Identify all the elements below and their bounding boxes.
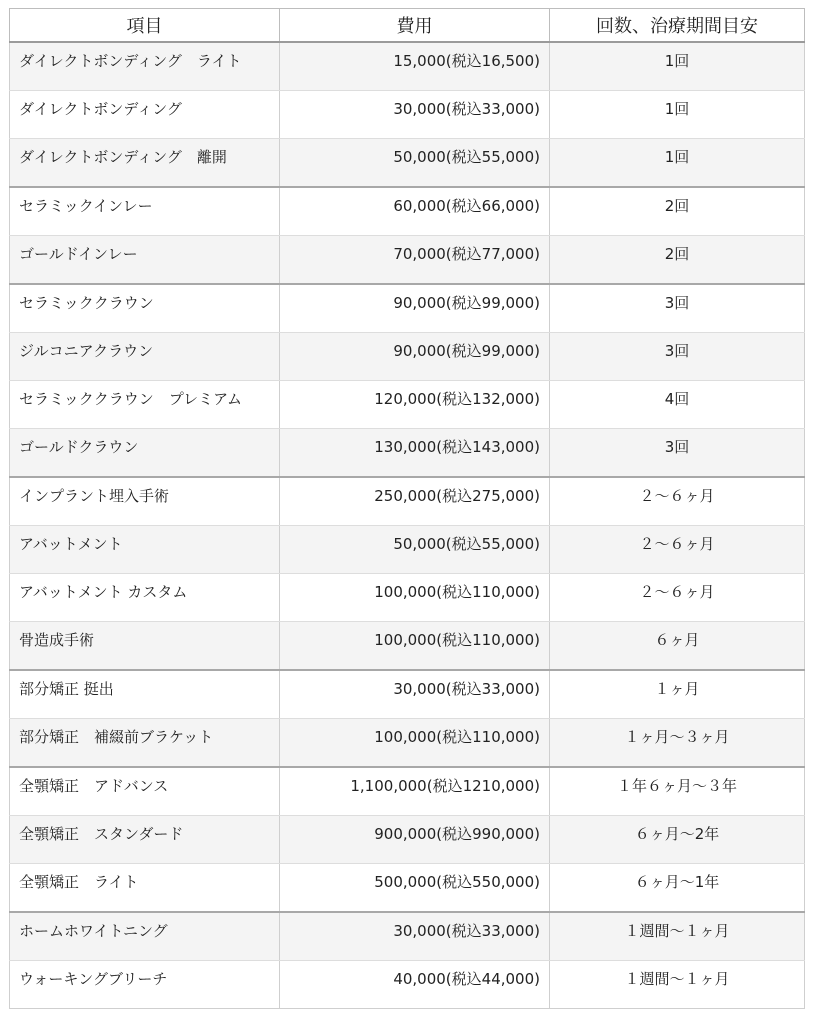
table-row <box>10 139 805 188</box>
table-row <box>10 864 805 913</box>
item-name: ゴールドクラウン <box>19 438 139 456</box>
item-name: アバットメント <box>19 535 123 553</box>
item-cost: 90,000(税込99,000) <box>393 294 540 312</box>
item-name: 全顎矯正 ライト <box>19 873 139 891</box>
item-frequency: 1回 <box>664 148 690 166</box>
item-frequency: １年６ヶ月～３年 <box>616 777 737 795</box>
item-cost: 30,000(税込33,000) <box>393 100 540 118</box>
item-cost: 250,000(税込275,000) <box>374 487 540 505</box>
table-row <box>10 767 805 816</box>
item-cost: 70,000(税込77,000) <box>393 245 540 263</box>
table-row <box>10 526 805 574</box>
item-cost: 30,000(税込33,000) <box>393 922 540 940</box>
item-frequency: ６ヶ月 <box>654 631 700 649</box>
item-frequency: ２～６ヶ月 <box>639 583 715 601</box>
item-cost: 100,000(税込110,000) <box>374 631 540 649</box>
item-frequency: ２～６ヶ月 <box>639 535 715 553</box>
item-cost: 130,000(税込143,000) <box>374 438 540 456</box>
table-row <box>10 91 805 139</box>
price-table <box>9 8 805 1009</box>
table-row <box>10 477 805 526</box>
item-name: 全顎矯正 アドバンス <box>19 777 169 795</box>
table-row <box>10 622 805 671</box>
item-name: ウォーキングブリーチ <box>19 970 168 988</box>
item-cost: 50,000(税込55,000) <box>393 535 540 553</box>
item-frequency: 3回 <box>664 294 690 312</box>
header-cost: 費用 <box>280 9 550 43</box>
table-row <box>10 670 805 719</box>
table-body <box>10 42 805 1009</box>
item-frequency: ６ヶ月～2年 <box>634 825 720 843</box>
item-name: ダイレクトボンディング 離開 <box>19 148 227 166</box>
item-name: セラミッククラウン <box>19 294 154 312</box>
header-item: 項目 <box>10 9 280 43</box>
table-row <box>10 333 805 381</box>
item-cost: 100,000(税込110,000) <box>374 583 540 601</box>
item-cost: 90,000(税込99,000) <box>393 342 540 360</box>
item-frequency: ２～６ヶ月 <box>639 487 715 505</box>
item-name: ジルコニアクラウン <box>19 342 154 360</box>
item-name: ゴールドインレー <box>19 245 138 263</box>
item-frequency: １ヶ月 <box>654 680 700 698</box>
item-cost: 40,000(税込44,000) <box>393 970 540 988</box>
item-frequency: ６ヶ月～1年 <box>634 873 720 891</box>
item-name: 全顎矯正 スタンダード <box>19 825 184 843</box>
table-row <box>10 236 805 285</box>
item-frequency: １週間～１ヶ月 <box>624 970 730 988</box>
table-header-row <box>10 9 805 43</box>
item-cost: 900,000(税込990,000) <box>374 825 540 843</box>
item-cost: 1,100,000(税込1210,000) <box>350 777 540 795</box>
table-row <box>10 42 805 91</box>
item-cost: 120,000(税込132,000) <box>374 390 540 408</box>
table-row <box>10 381 805 429</box>
item-cost: 60,000(税込66,000) <box>393 197 540 215</box>
item-cost: 50,000(税込55,000) <box>393 148 540 166</box>
item-name: セラミックインレー <box>19 197 153 215</box>
table-row <box>10 187 805 236</box>
item-frequency: 1回 <box>664 52 690 70</box>
item-frequency: 1回 <box>664 100 690 118</box>
table-row <box>10 574 805 622</box>
item-frequency: 2回 <box>664 197 690 215</box>
item-name: アバットメント カスタム <box>19 583 188 601</box>
item-name: 骨造成手術 <box>19 631 95 649</box>
table-row <box>10 429 805 478</box>
item-cost: 100,000(税込110,000) <box>374 728 540 746</box>
table-row <box>10 912 805 961</box>
item-cost: 15,000(税込16,500) <box>393 52 540 70</box>
item-name: ホームホワイトニング <box>19 922 168 940</box>
table-row <box>10 284 805 333</box>
item-name: インプラント埋入手術 <box>19 487 170 505</box>
table-row <box>10 961 805 1009</box>
header-frequency: 回数、治療期間目安 <box>550 9 805 43</box>
item-frequency: 3回 <box>664 342 690 360</box>
item-frequency: １ヶ月～３ヶ月 <box>624 728 730 746</box>
item-frequency: 2回 <box>664 245 690 263</box>
item-name: 部分矯正 補綴前ブラケット <box>19 728 214 746</box>
table-row <box>10 719 805 768</box>
price-table-container <box>9 8 804 1009</box>
item-cost: 500,000(税込550,000) <box>374 873 540 891</box>
item-name: ダイレクトボンディング ライト <box>19 52 242 70</box>
item-name: セラミッククラウン プレミアム <box>19 390 243 408</box>
item-frequency: 3回 <box>664 438 690 456</box>
item-cost: 30,000(税込33,000) <box>393 680 540 698</box>
item-name: 部分矯正 挺出 <box>19 680 114 698</box>
item-name: ダイレクトボンディング <box>19 100 182 118</box>
item-frequency: １週間～１ヶ月 <box>624 922 730 940</box>
table-row <box>10 816 805 864</box>
item-frequency: 4回 <box>664 390 690 408</box>
